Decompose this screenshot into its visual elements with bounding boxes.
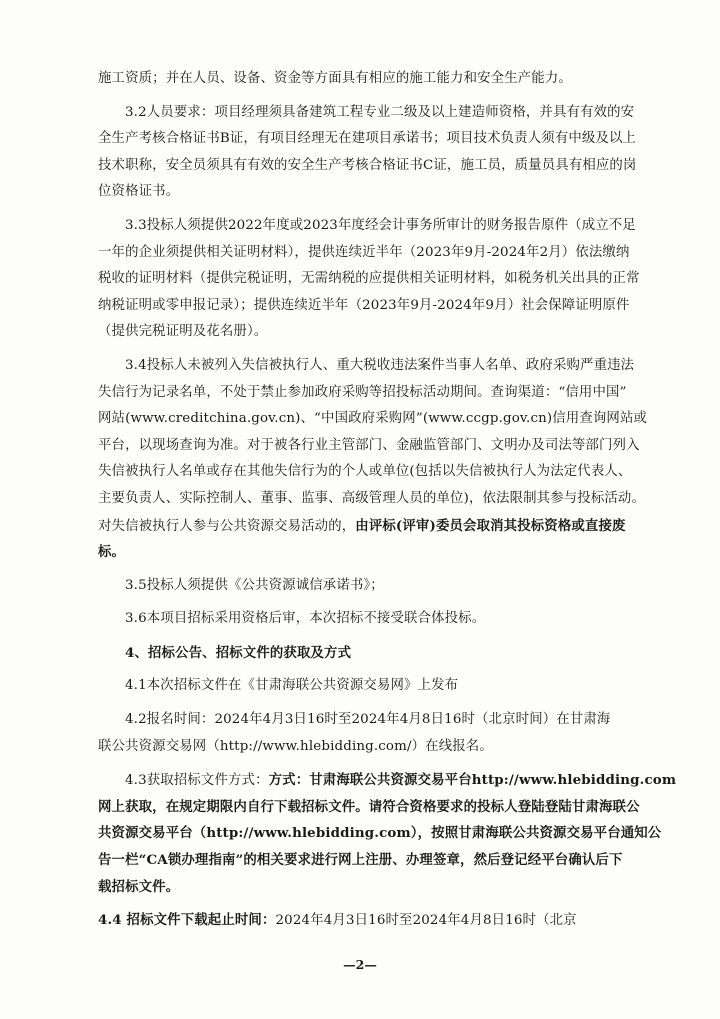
section-3-4: 3.4投标人未被列入失信被执行人、重大税收违法案件当事人名单、政府采购严重违法 xyxy=(125,357,635,373)
section-3-3: 3.3投标人须提供2022年度或2023年度经会计事务所审计的财务报告原件（成立不足 xyxy=(125,217,636,233)
section-4-1: 4.1本次招标文件在《甘肃海联公共资源交易网》上发布 xyxy=(125,678,459,694)
text-line: 网站(www.creditchina.gov.cn)、“中国政府采购网”(www.ccgp.gov.cn)信用查询网站或 xyxy=(98,411,648,427)
section-3-5: 3.5投标人须提供《公共资源诚信承诺书》； xyxy=(125,577,384,593)
section-3-6: 3.6本项目招标采用资格后审，本次招标不接受联合体投标。 xyxy=(125,611,486,627)
text-line: 网上获取，在规定期限内自行下载招标文件。请符合资格要求的投标人登陆登陆甘肃海联公 xyxy=(98,798,640,815)
text-line: 载招标文件。 xyxy=(98,878,180,895)
section-3-2: 3.2人员要求：项目经理须具备建筑工程专业二级及以上建造师资格，并具有有效的安 xyxy=(125,104,635,120)
text-line xyxy=(98,513,632,540)
section-4-3 xyxy=(98,767,677,794)
text-line: 纳税证明或零申报记录）；提供连续近半年（2023年9月-2024年9月）社会保障证明原件 xyxy=(98,297,630,313)
text-line: 技术职称，安全员须具有有效的安全生产考核合格证书C证，施工员，质量员具有相应的岗 xyxy=(98,157,637,173)
text-segment: 4.3获取招标文件方式： xyxy=(125,773,269,789)
document-body xyxy=(98,66,677,934)
text-line: 位资格证书。 xyxy=(98,184,180,200)
text-line: 施工资质；并在人员、设备、资金等方面具有相应的施工能力和安全生产能力。 xyxy=(98,71,572,86)
bold-text-segment: 由评标(评审)委员会取消其投标资格或直接废 xyxy=(355,517,626,534)
bold-text-segment: 方式：甘肃海联公共资源交易平台http://www.hlebidding.com xyxy=(268,772,677,789)
text-line: （提供完税证明及花名册）。 xyxy=(98,324,268,340)
text-line: 失信行为记录名单，不处于禁止参加政府采购等招投标活动期间。查询渠道：“信用中国” xyxy=(98,384,627,400)
section-4-2: 4.2报名时间：2024年4月3日16时至2024年4月8日16时（北京时间）在甘肃海 xyxy=(125,712,611,728)
text-line: 一年的企业须提供相关证明材料），提供连续近半年（2023年9月-2024年2月）依法缴纳 xyxy=(98,244,630,260)
text-line: 失信被执行人名单或存在其他失信行为的个人或单位(包括以失信被执行人为法定代表人、 xyxy=(98,464,632,480)
text-line: 平台，以现场查询为准。对于被各行业主管部门、金融监管部门、文明办及司法等部门列入 xyxy=(98,437,640,453)
section-4-4 xyxy=(98,907,632,934)
text-line: 税收的证明材料（提供完税证明，无需纳税的应提供相关证明材料，如税务机关出具的正常 xyxy=(98,271,640,287)
text-segment: 2024年4月3日16时至2024年4月8日16时（北京 xyxy=(275,913,577,929)
text-line: 主要负责人、实际控制人、董事、监事、高级管理人员的单位)，依法限制其参与投标活动。 xyxy=(98,490,645,506)
text-segment: 对失信被执行人参与公共资源交易活动的， xyxy=(98,518,356,534)
text-line: 标。 xyxy=(98,544,126,561)
text-line: 告一栏“CA锁办理指南”的相关要求进行网上注册、办理签章，然后登记经平台确认后下 xyxy=(98,852,623,869)
bold-text-segment: 4.4 招标文件下载起止时间： xyxy=(98,912,276,929)
text-line: 联公共资源交易网（http://www.hlebidding.com/）在线报名。 xyxy=(98,738,493,754)
page-number: —2— xyxy=(343,957,377,972)
text-line: 全生产考核合格证书B证，有项目经理无在建项目承诺书；项目技术负责人须有中级及以上 xyxy=(98,131,637,147)
section-4-heading: 4、招标公告、招标文件的获取及方式 xyxy=(125,644,352,661)
text-line: 共资源交易平台（http://www.hlebidding.com），按照甘肃海联公共资源交易平台通知公 xyxy=(98,825,662,842)
